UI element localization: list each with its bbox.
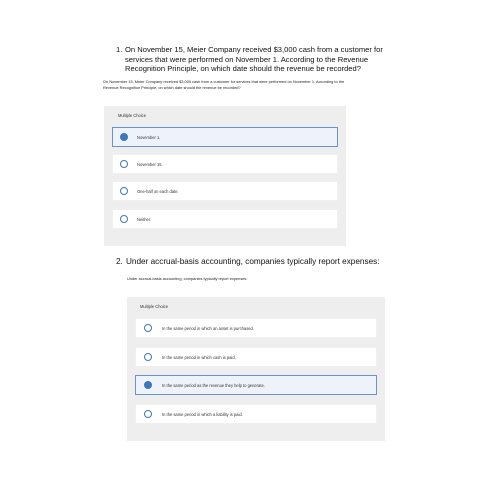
- question-2-option-3-label: In the same period as the revenue they help to generate.: [162, 383, 265, 388]
- question-1-option-1[interactable]: [112, 127, 338, 147]
- question-1-choices-panel: [104, 106, 346, 246]
- question-2-option-2-label: In the same period in which cash is paid.: [162, 355, 236, 360]
- question-1-option-1-label: November 1.: [137, 135, 161, 140]
- question-2-option-4-label: In the same period in which a liability is paid.: [162, 412, 243, 417]
- question-1-choices-header: Multiple Choice: [118, 113, 146, 118]
- question-2-choices-header: Multiple Choice: [140, 304, 168, 309]
- question-1-title: [116, 45, 392, 74]
- question-2-choices-panel: [127, 297, 385, 441]
- question-2-option-4-radio[interactable]: [144, 410, 152, 418]
- question-2-option-1-radio[interactable]: [144, 324, 152, 332]
- question-1-option-2-radio[interactable]: [120, 160, 128, 168]
- question-2-option-4[interactable]: [135, 404, 377, 424]
- question-2-option-1[interactable]: [135, 318, 377, 338]
- question-2-option-3-radio[interactable]: [144, 381, 152, 389]
- question-1-option-2[interactable]: [112, 154, 338, 174]
- question-1-option-4-label: Neither.: [137, 217, 152, 222]
- question-1-option-3[interactable]: [112, 181, 338, 201]
- question-2-number: 2.: [116, 257, 123, 266]
- question-1-option-4-radio[interactable]: [120, 215, 128, 223]
- question-1-option-3-radio[interactable]: [120, 187, 128, 195]
- question-2-option-2-radio[interactable]: [144, 353, 152, 361]
- question-1-option-2-label: November 15.: [137, 162, 163, 167]
- question-2-title: [116, 257, 396, 267]
- question-1-option-1-radio[interactable]: [120, 133, 128, 141]
- question-1-subtitle: On November 15, Meier Company received $3,000 cash from a customer for services that were performed on November 1. According to the Revenue Recognition Principle, on which date should the revenue be recorded?: [103, 79, 345, 90]
- question-2-option-3[interactable]: [135, 375, 377, 395]
- question-1-text: On November 15, Meier Company received $3,000 cash from a customer for services that were performed on November 1. According to the Revenue Recognition Principle, on which date should the revenue be recorded?: [125, 45, 383, 74]
- question-1-number: 1.: [116, 45, 123, 54]
- question-2-subtitle: Under accrual-basis accounting, companies typically report expenses:: [127, 276, 248, 281]
- question-2-text: Under accrual-basis accounting, companies typically report expenses:: [126, 257, 380, 266]
- question-1-option-4[interactable]: [112, 209, 338, 229]
- question-2-option-2[interactable]: [135, 347, 377, 367]
- question-2-option-1-label: In the same period in which an asset is purchased.: [162, 326, 254, 331]
- question-1-option-3-label: One-half on each date.: [137, 189, 179, 194]
